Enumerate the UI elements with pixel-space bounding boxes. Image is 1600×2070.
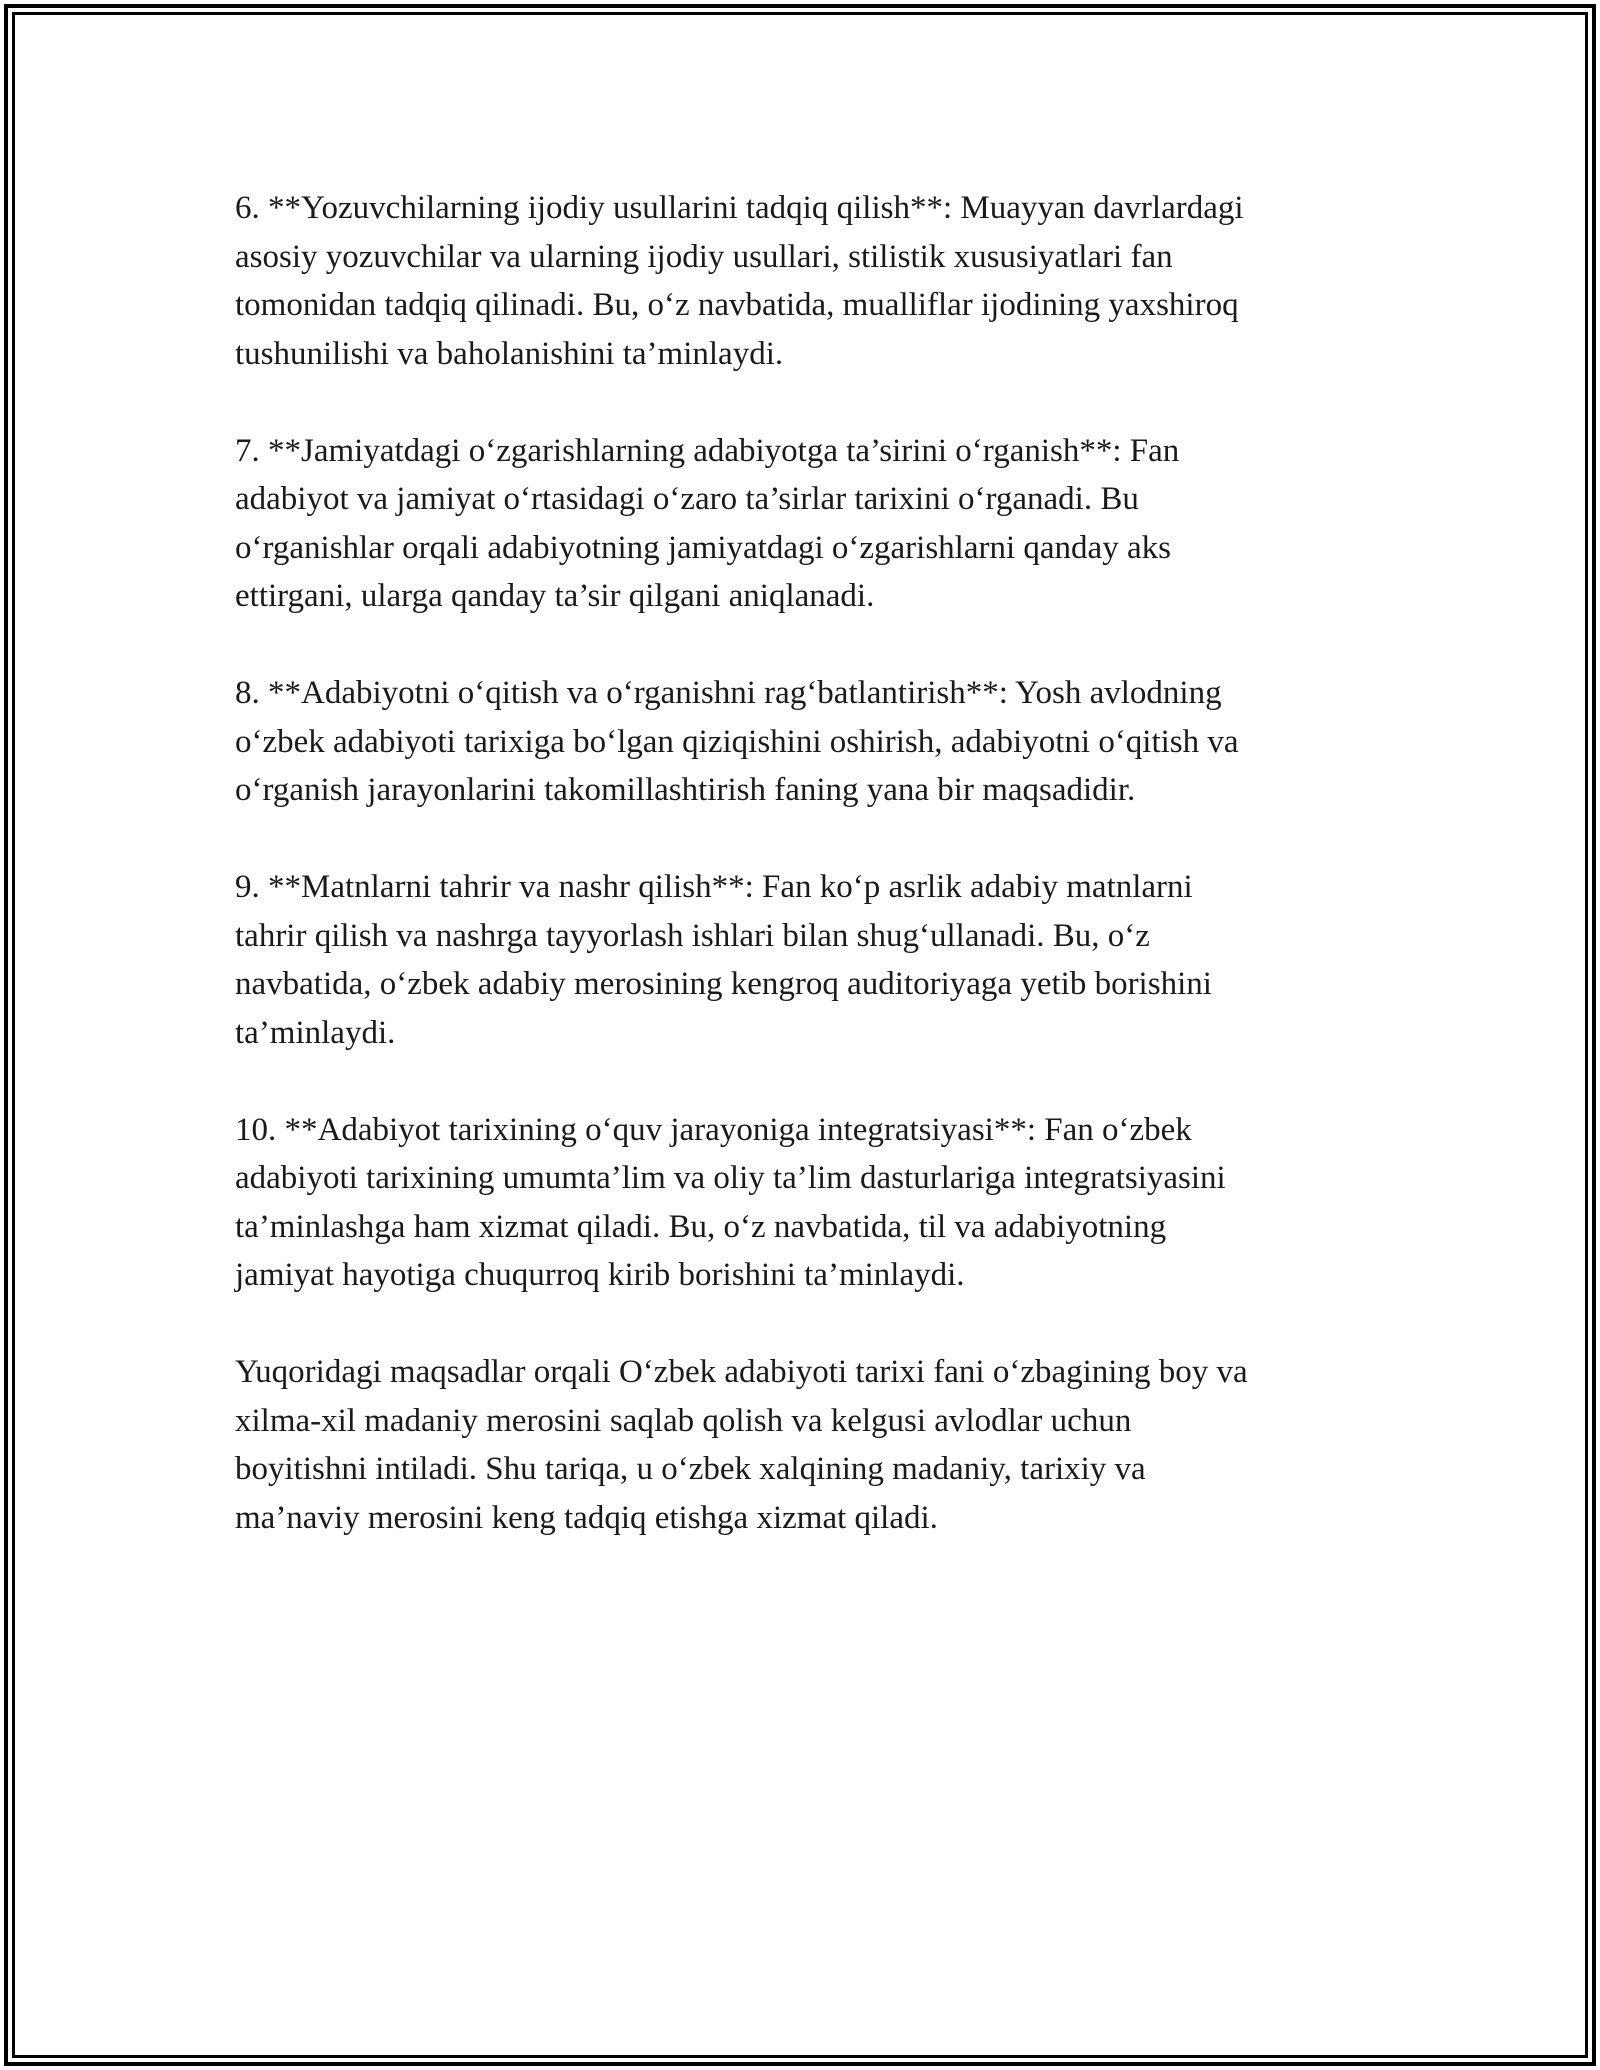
paragraph-item-10: 10. **Adabiyot tarixining o‘quv jarayoniga integratsiyasi**: Fan o‘zbek adabiyoti tarixining umumta’lim va oliy ta’lim dasturlariga integratsiyasini ta’minlashga ham xizmat qiladi. Bu, o‘z navbatida, til va adabiyotning jamiyat hayotiga chuqurroq kirib borishini ta’minlaydi. — [235, 1111, 1226, 1293]
paragraph-conclusion: Yuqoridagi maqsadlar orqali O‘zbek adabiyoti tarixi fani o‘zbagining boy va xilma-xil madaniy merosini saqlab qolish va kelgusi avlodlar uchun boyitishni intiladi. Shu tariqa, u o‘zbek xalqining madaniy, tarixiy va ma’naviy merosini keng tadqiq etishga xizmat qiladi. — [235, 1354, 1248, 1536]
paragraph-item-9: 9. **Matnlarni tahrir va nashr qilish**: Fan ko‘p asrlik adabiy matnlarni tahrir qilish va nashrga tayyorlash ishlari bilan shug‘ullanadi. Bu, o‘z navbatida, o‘zbek adabiy merosining kengroq auditoriyaga yetib borishini ta’minlaydi. — [235, 869, 1212, 1051]
paragraph-item-8: 8. **Adabiyotni o‘qitish va o‘rganishni rag‘batlantirish**: Yosh avlodning o‘zbek adabiyoti tarixiga bo‘lgan qiziqishini oshirish, adabiyotni o‘qitish va o‘rganish jarayonlarini takomillashtirish faning yana bir maqsadidir. — [235, 675, 1239, 808]
document-body — [235, 184, 1385, 1591]
paragraph-item-7: 7. **Jamiyatdagi o‘zgarishlarning adabiyotga ta’sirini o‘rganish**: Fan adabiyot va jamiyat o‘rtasidagi o‘zaro ta’sirlar tarixini o‘rganadi. Bu o‘rganishlar orqali adabiyotning jamiyatdagi o‘zgarishlarni qanday aks ettirgani, ularga qanday ta’sir qilgani aniqlanadi. — [235, 432, 1180, 614]
paragraph-item-6: 6. **Yozuvchilarning ijodiy usullarini tadqiq qilish**: Muayyan davrlardagi asosiy yozuvchilar va ularning ijodiy usullari, stilistik xususiyatlari fan tomonidan tadqiq qilinadi. Bu, o‘z navbatida, mualliflar ijodining yaxshiroq tushunilishi va baholanishini ta’minlaydi. — [235, 190, 1244, 372]
